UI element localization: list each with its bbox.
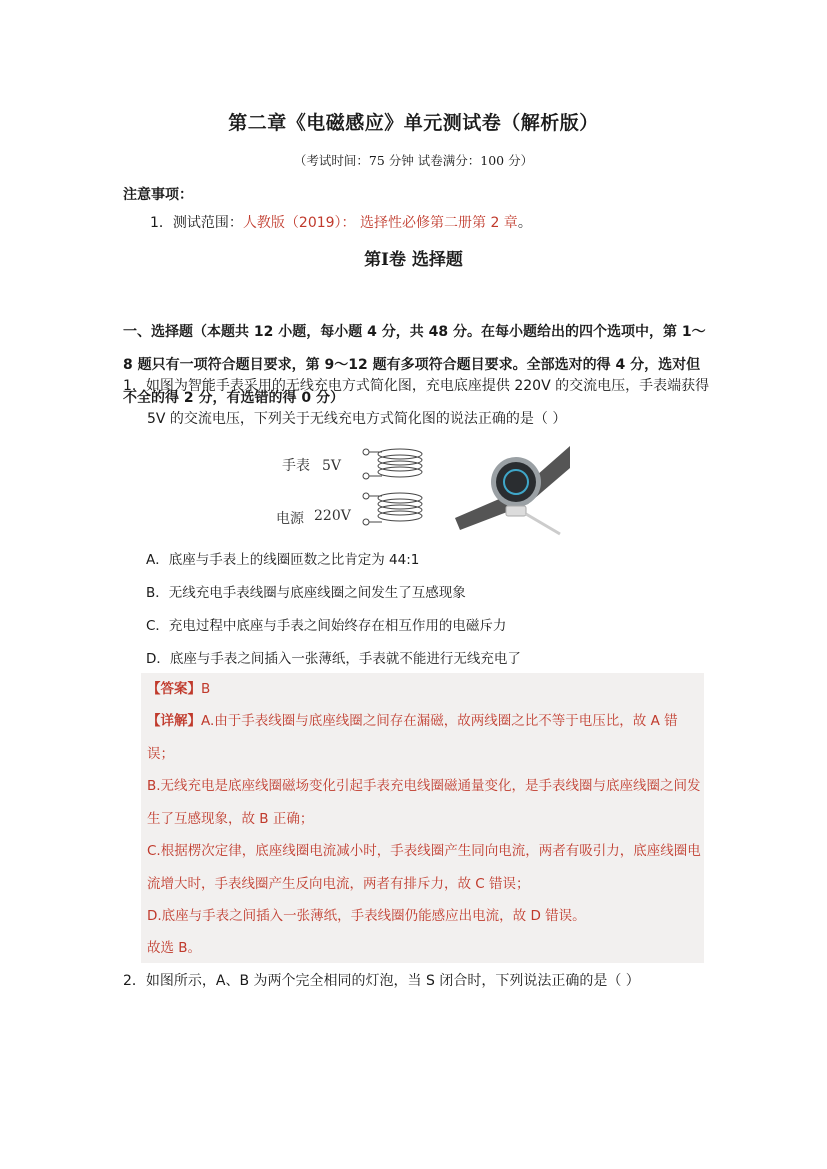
detail-tag: 【详解】 (147, 713, 201, 729)
detail-b: B.无线充电是底座线圈磁场变化引起手表充电线圈磁通量变化，是手表线圈与底座线圈之间发生了互感现象，故 B 正确； (147, 778, 701, 827)
option-b: B．无线充电手表线圈与底座线圈之间发生了互感现象 (146, 585, 466, 601)
document-title: 第二章《电磁感应》单元测试卷（解析版） (228, 112, 599, 134)
section-heading: 第Ⅰ卷 选择题 (364, 250, 463, 270)
notice-item-1-scope: 人教版（2019）： 选择性必修第二册第 2 章 (242, 215, 518, 231)
notice-heading: 注意事项： (123, 187, 193, 203)
notice-item-1-prefix: 1．测试范围： (150, 215, 243, 231)
figure-label-watch: 手表 (282, 458, 310, 474)
detail-c: C.根据楞次定律，底座线圈电流减小时，手表线圈产生同向电流，两者有吸引力，底座线圈电流增大时，手表线圈产生反向电流，两者有排斥力，故 C 错误； (147, 843, 701, 892)
question-1-figure (270, 438, 580, 538)
terminal-icon (363, 449, 369, 455)
answer-value: B (201, 681, 211, 697)
conclusion: 故选 B。 (147, 940, 202, 956)
question-1 (123, 370, 711, 436)
question-1-stem: 1．如图为智能手表采用的无线充电方式简化图，充电底座提供 220V 的交流电压，手表端获得 5V 的交流电压，下列关于无线充电方式简化图的说法正确的是（ ） (123, 378, 710, 427)
question-2 (123, 965, 711, 998)
detail-a (147, 705, 702, 770)
option-d: D．底座与手表之间插入一张薄纸，手表就不能进行无线充电了 (146, 651, 521, 667)
option-a: A．底座与手表上的线圈匝数之比肯定为 44:1 (146, 552, 420, 568)
detail-a-text: A.由于手表线圈与底座线圈之间存在漏磁，故两线圈之比不等于电压比，故 A 错误； (147, 713, 678, 762)
watch-coil-icon (378, 449, 422, 477)
terminal-icon (363, 519, 369, 525)
figure-label-watch-voltage: 5V (322, 458, 342, 474)
part-instructions: 一、选择题（本题共 12 小题，每小题 4 分，共 48 分。在每小题给出的四个选项中，第 1～8 题只有一项符合题目要求，第 9～12 题有多项符合题目要求。全部选对的得 4 分，选对但不全的得 2 分，有选错的得 0 分） (123, 324, 706, 406)
smartwatch-icon (455, 446, 570, 534)
terminal-icon (363, 473, 369, 479)
exam-info: （考试时间：75 分钟 试卷满分：100 分） (293, 153, 534, 168)
figure-label-source-voltage: 220V (314, 508, 351, 524)
detail-d: D.底座与手表之间插入一张薄纸，手表线圈仍能感应出电流，故 D 错误。 (147, 908, 586, 924)
wireless-charging-figure (270, 438, 580, 538)
option-c: C．充电过程中底座与手表之间始终存在相互作用的电磁斥力 (146, 618, 507, 634)
question-2-stem: 2．如图所示，A、B 为两个完全相同的灯泡，当 S 闭合时，下列说法正确的是（ ） (123, 973, 640, 989)
answer-line (147, 673, 702, 706)
terminal-icon (363, 493, 369, 499)
figure-label-source: 电源 (276, 511, 304, 527)
notice-item-1-suffix: 。 (517, 215, 532, 231)
notice-item-1 (150, 212, 532, 232)
answer-tag: 【答案】 (147, 681, 201, 697)
base-coil-icon (378, 493, 422, 521)
